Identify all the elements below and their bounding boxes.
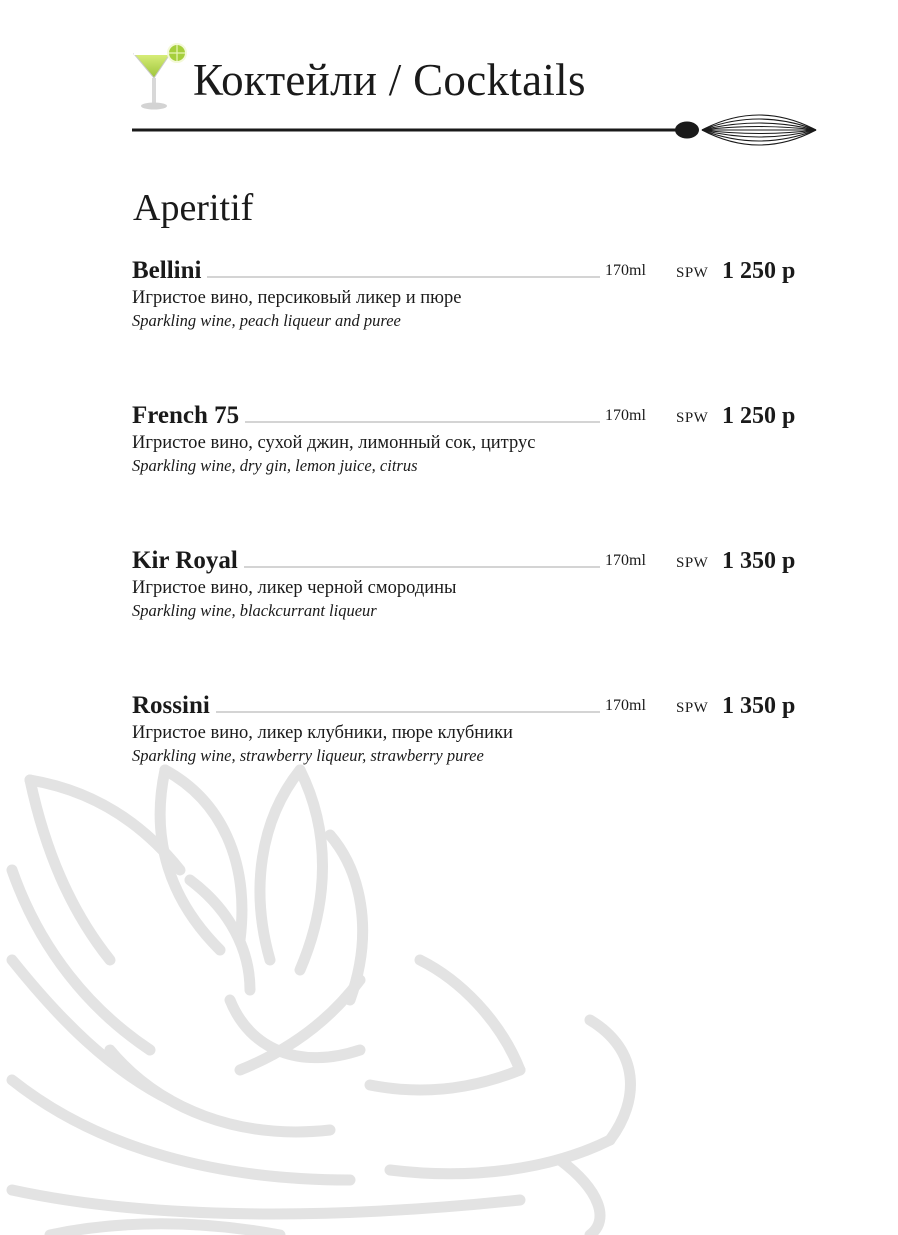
item-volume: 170ml [605,552,646,569]
item-volume: 170ml [605,407,646,424]
item-description-en: Sparkling wine, strawberry liqueur, strawberry puree [132,746,484,765]
item-code: SPW [676,700,709,716]
menu-item [132,256,812,336]
item-price: 1 350 р [722,693,796,719]
item-volume: 170ml [605,697,646,714]
item-name: Rossini [132,691,216,721]
page-title: Коктейли / Cocktails [193,55,586,105]
item-price: 1 350 р [722,548,796,574]
menu-item [132,691,812,771]
item-name: French 75 [132,401,245,431]
header-divider [132,104,822,156]
item-price: 1 250 р [722,258,796,284]
item-name: Kir Royal [132,546,244,576]
menu-item [132,546,812,626]
item-description-en: Sparkling wine, dry gin, lemon juice, citrus [132,456,418,475]
item-description-en: Sparkling wine, peach liqueur and puree [132,311,401,330]
item-description-ru: Игристое вино, ликер клубники, пюре клубники [132,723,513,743]
item-description-ru: Игристое вино, ликер черной смородины [132,578,457,598]
lotus-watermark [0,750,660,1235]
item-description-ru: Игристое вино, сухой джин, лимонный сок, цитрус [132,433,536,453]
menu-item [132,401,812,481]
item-description-en: Sparkling wine, blackcurrant liqueur [132,601,377,620]
section-title: Aperitif [133,187,254,229]
item-description-ru: Игристое вино, персиковый ликер и пюре [132,288,462,308]
item-name: Bellini [132,256,207,286]
item-code: SPW [676,265,709,281]
item-code: SPW [676,555,709,571]
item-code: SPW [676,410,709,426]
item-price: 1 250 р [722,403,796,429]
item-volume: 170ml [605,262,646,279]
